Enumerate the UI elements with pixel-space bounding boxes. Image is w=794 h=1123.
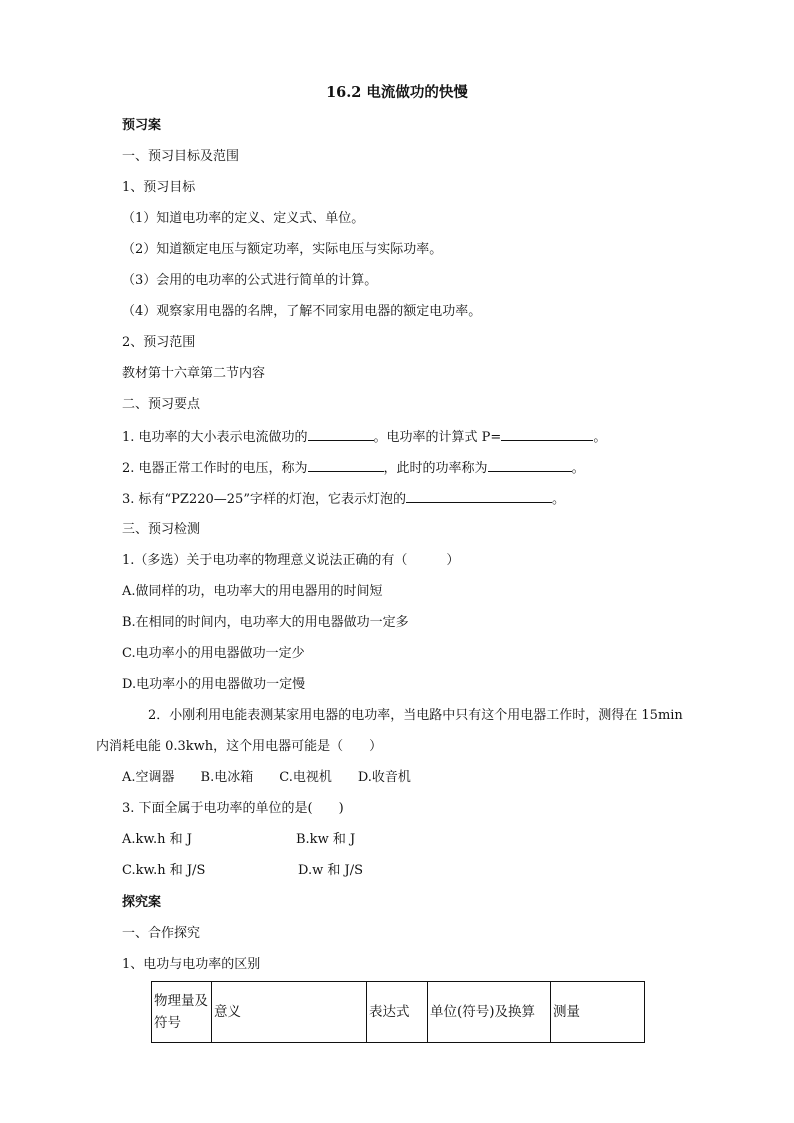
question-3-option-c: C.kw.h 和 J/S bbox=[122, 863, 206, 878]
heading-goals-range: 一、预习目标及范围 bbox=[122, 149, 240, 164]
heading-key-points: 二、预习要点 bbox=[122, 397, 201, 412]
key-point-1 bbox=[122, 428, 606, 447]
question-1-option-d: D.电功率小的用电器做功一定慢 bbox=[122, 677, 306, 692]
table-header-cell: 意义 bbox=[212, 982, 367, 1043]
question-2-line-1: 2．小刚利用电能表测某家用电器的电功率，当电路中只有这个用电器工作时，测得在 15min bbox=[148, 708, 683, 723]
question-1-option-c: C.电功率小的用电器做功一定少 bbox=[122, 646, 305, 661]
fill-blank[interactable] bbox=[308, 459, 384, 472]
table-header-cell: 单位(符号)及换算 bbox=[428, 982, 551, 1043]
comparison-table bbox=[151, 981, 645, 1043]
key-point-3-text-a: 3. 标有“PZ220—25”字样的灯泡，它表示灯泡的 bbox=[122, 492, 406, 507]
question-3-option-a: A.kw.h 和 J bbox=[122, 832, 192, 847]
heading-goals: 1、预习目标 bbox=[122, 180, 196, 195]
heading-work-vs-power: 1、电功与电功率的区别 bbox=[122, 957, 261, 972]
question-1-option-b: B.在相同的时间内，电功率大的用电器做功一定多 bbox=[122, 615, 409, 630]
key-point-1-text-a: 1. 电功率的大小表示电流做功的 bbox=[122, 430, 308, 445]
fill-blank[interactable] bbox=[488, 459, 572, 472]
table-header-cell: 测量 bbox=[551, 982, 645, 1043]
key-point-1-text-b: 。电功率的计算式 P= bbox=[373, 430, 502, 445]
page-title: 16.2 电流做功的快慢 bbox=[326, 84, 468, 101]
goal-item-2: （2）知道额定电压与额定功率，实际电压与实际功率。 bbox=[122, 242, 443, 257]
question-1: 1.（多选）关于电功率的物理意义说法正确的有（ ） bbox=[122, 553, 460, 568]
goal-item-1: （1）知道电功率的定义、定义式、单位。 bbox=[122, 211, 365, 226]
heading-range: 2、预习范围 bbox=[122, 335, 196, 350]
key-point-1-text-c: 。 bbox=[593, 430, 607, 445]
section-preview-heading: 预习案 bbox=[122, 118, 162, 133]
goal-item-4: （4）观察家用电器的名牌，了解不同家用电器的额定电功率。 bbox=[122, 304, 482, 319]
heading-cooperative: 一、合作探究 bbox=[122, 926, 201, 941]
table-header-cell: 表达式 bbox=[367, 982, 428, 1043]
key-point-3-text-b: 。 bbox=[551, 492, 565, 507]
table-header-row bbox=[152, 982, 645, 1043]
question-2-options: A.空调器 B.电冰箱 C.电视机 D.收音机 bbox=[122, 770, 411, 785]
fill-blank[interactable] bbox=[501, 428, 593, 441]
fill-blank[interactable] bbox=[406, 490, 552, 503]
question-2-line-2: 内消耗电能 0.3kwh，这个用电器可能是（ ） bbox=[96, 739, 383, 754]
question-3: 3. 下面全属于电功率的单位的是( ) bbox=[122, 801, 344, 816]
key-point-3 bbox=[122, 490, 565, 509]
question-3-option-d: D.w 和 J/S bbox=[298, 863, 363, 878]
key-point-2-text-a: 2. 电器正常工作时的电压，称为 bbox=[122, 461, 308, 476]
goal-item-3: （3）会用的电功率的公式进行简单的计算。 bbox=[122, 273, 378, 288]
key-point-2-text-b: ，此时的功率称为 bbox=[383, 461, 488, 476]
question-3-option-b: B.kw 和 J bbox=[296, 832, 356, 847]
fill-blank[interactable] bbox=[308, 428, 374, 441]
key-point-2 bbox=[122, 459, 585, 478]
heading-self-test: 三、预习检测 bbox=[122, 522, 201, 537]
range-text: 教材第十六章第二节内容 bbox=[122, 366, 266, 381]
key-point-2-text-c: 。 bbox=[571, 461, 585, 476]
table-header-cell: 物理量及符号 bbox=[152, 982, 212, 1043]
section-explore-heading: 探究案 bbox=[122, 895, 162, 910]
question-1-option-a: A.做同样的功，电功率大的用电器用的时间短 bbox=[122, 584, 383, 599]
